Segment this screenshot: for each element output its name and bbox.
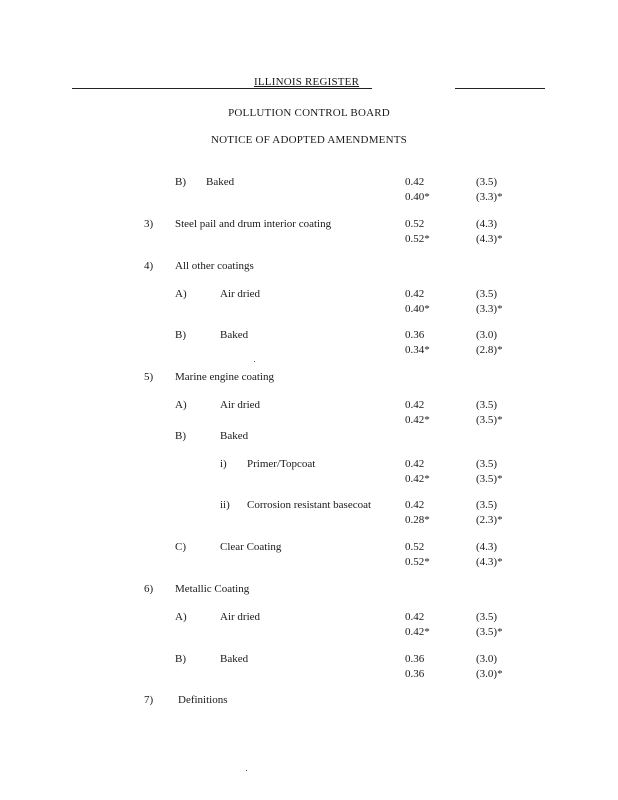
value-1: 0.42 <box>405 458 425 470</box>
row-name: Baked <box>220 430 249 442</box>
value-2-amended: (4.3)* <box>476 556 503 568</box>
value-2: (3.0) <box>476 329 498 341</box>
value-1-amended: 0.28* <box>405 514 430 526</box>
value-2-amended: (2.8)* <box>476 344 503 356</box>
value-1: 0.52 <box>405 541 425 553</box>
value-1-amended: 0.42* <box>405 473 430 485</box>
value-2: (3.0) <box>476 653 498 665</box>
value-1-amended: 0.40* <box>405 303 430 315</box>
item-name: Metallic Coating <box>175 583 250 595</box>
item-number: 3) <box>144 218 154 230</box>
value-1: 0.36 <box>405 653 425 665</box>
row-name: Baked <box>220 653 249 665</box>
value-2-amended: (3.5)* <box>476 414 503 426</box>
row-name: Air dried <box>220 399 261 411</box>
value-1-amended: 0.52* <box>405 233 430 245</box>
row-label: i) <box>220 458 227 470</box>
value-1-amended: 0.42* <box>405 626 430 638</box>
row-name: Primer/Topcoat <box>247 458 316 470</box>
value-2-amended: (3.5)* <box>476 626 503 638</box>
item-number: 4) <box>144 260 154 272</box>
value-1: 0.52 <box>405 218 425 230</box>
value-1-amended: 0.40* <box>405 191 430 203</box>
value-1: 0.42 <box>405 499 425 511</box>
item-number: 5) <box>144 371 154 383</box>
item-name: Marine engine coating <box>175 371 274 383</box>
row-label: C) <box>175 541 186 553</box>
row-name: Air dried <box>220 288 261 300</box>
value-2: (3.5) <box>476 288 498 300</box>
value-2-amended: (3.5)* <box>476 473 503 485</box>
row-label: B) <box>175 430 186 442</box>
value-1-amended: 0.36 <box>405 668 425 680</box>
value-1: 0.42 <box>405 399 425 411</box>
register-title: ILLINOIS REGISTER <box>254 76 360 88</box>
value-1: 0.42 <box>405 288 425 300</box>
value-1-amended: 0.52* <box>405 556 430 568</box>
item-name: Steel pail and drum interior coating <box>175 218 332 230</box>
value-2: (3.5) <box>476 611 498 623</box>
row-name: Air dried <box>220 611 261 623</box>
value-1: 0.42 <box>405 611 425 623</box>
value-2: (3.5) <box>476 458 498 470</box>
header-rule-right <box>455 88 545 89</box>
value-2: (3.5) <box>476 499 498 511</box>
row-label: A) <box>175 288 187 300</box>
row-name: Baked <box>206 176 235 188</box>
item-name: Definitions <box>178 694 228 706</box>
item-number: 6) <box>144 583 154 595</box>
value-2-amended: (3.3)* <box>476 303 503 315</box>
value-2-amended: (3.3)* <box>476 191 503 203</box>
value-2-amended: (2.3)* <box>476 514 503 526</box>
row-label: A) <box>175 611 187 623</box>
value-1-amended: 0.42* <box>405 414 430 426</box>
row-label: B) <box>175 329 186 341</box>
row-name: Baked <box>220 329 249 341</box>
row-label: B) <box>175 176 186 188</box>
value-1: 0.36 <box>405 329 425 341</box>
value-2-amended: (4.3)* <box>476 233 503 245</box>
row-label: B) <box>175 653 186 665</box>
value-2: (4.3) <box>476 541 498 553</box>
scan-speck <box>246 770 247 771</box>
value-2-amended: (3.0)* <box>476 668 503 680</box>
board-name: POLLUTION CONTROL BOARD <box>228 107 390 119</box>
item-name: All other coatings <box>175 260 254 272</box>
notice-title: NOTICE OF ADOPTED AMENDMENTS <box>211 134 407 146</box>
item-number: 7) <box>144 694 154 706</box>
header-rule-left <box>72 88 372 89</box>
value-2: (3.5) <box>476 399 498 411</box>
value-2: (3.5) <box>476 176 498 188</box>
row-label: ii) <box>220 499 230 511</box>
scan-speck <box>254 361 255 362</box>
row-name: Clear Coating <box>220 541 282 553</box>
row-label: A) <box>175 399 187 411</box>
value-1: 0.42 <box>405 176 425 188</box>
value-2: (4.3) <box>476 218 498 230</box>
value-1-amended: 0.34* <box>405 344 430 356</box>
row-name: Corrosion resistant basecoat <box>247 499 372 511</box>
